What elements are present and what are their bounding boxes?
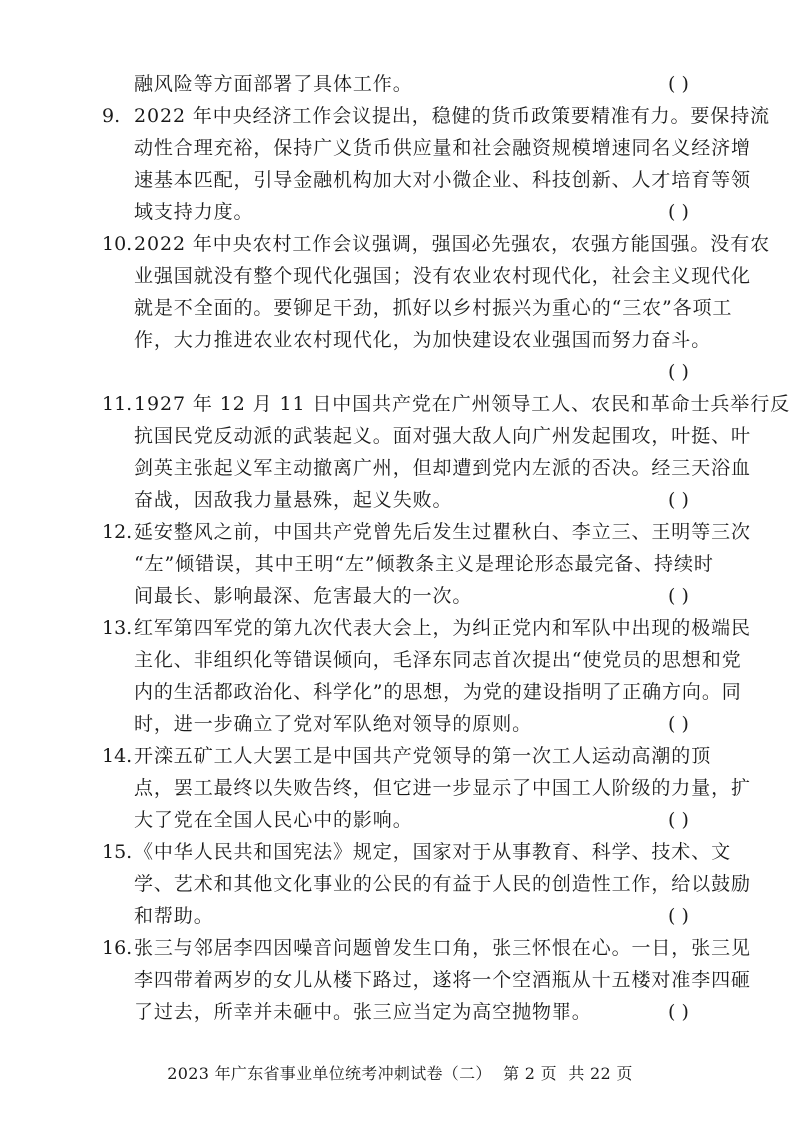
q16-line-3: 了过去，所幸并未砸中。张三应当定为高空抛物罪。 bbox=[134, 1001, 592, 1023]
q11-line-2: 抗国民党反动派的武装起义。面对强大敌人向广州发起围攻，叶挺、叶 bbox=[134, 425, 751, 447]
footer-exam-title: 2023 年广东省事业单位统考冲刺试卷（二） bbox=[167, 1064, 492, 1083]
q16-line-1: 张三与邻居李四因噪音问题曾发生口角，张三怀恨在心。一日，张三见 bbox=[134, 937, 751, 959]
q9-line-1: 2022 年中央经济工作会议提出，稳健的货币政策要精准有力。要保持流 bbox=[134, 105, 770, 127]
q16-line-2: 李四带着两岁的女儿从楼下路过，遂将一个空酒瓶从十五楼对准李四砸 bbox=[134, 969, 751, 991]
q9-number: 9. bbox=[102, 105, 121, 127]
q12-line-2: “左”倾错误，其中王明“左”倾教条主义是理论形态最完备、持续时 bbox=[134, 553, 714, 575]
q15-line-1: 《中华人民共和国宪法》规定，国家对于从事教育、科学、技术、文 bbox=[134, 841, 732, 863]
q13-line-1: 红军第四军党的第九次代表大会上，为纠正党内和军队中出现的极端民 bbox=[134, 617, 751, 639]
q8-line-1: 融风险等方面部署了具体工作。 bbox=[134, 73, 413, 95]
q9-line-3: 速基本匹配，引导金融机构加大对小微企业、科技创新、人才培育等领 bbox=[134, 169, 751, 191]
q10-line-4: 作，大力推进农业农村现代化，为加快建设农业强国而努力奋斗。 bbox=[134, 329, 712, 351]
q14-answer-blank: ( ) bbox=[668, 809, 689, 831]
q11-number: 11. bbox=[102, 393, 133, 415]
footer-total-pages: 共 22 页 bbox=[568, 1064, 633, 1083]
footer-page-number: 第 2 页 bbox=[503, 1064, 557, 1083]
q9-line-2: 动性合理充裕，保持广义货币供应量和社会融资规模增速同名义经济增 bbox=[134, 137, 751, 159]
q14-line-3: 大了党在全国人民心中的影响。 bbox=[134, 809, 413, 831]
q10-line-3: 就是不全面的。要铆足干劲，抓好以乡村振兴为重心的“三农”各项工 bbox=[134, 297, 733, 319]
q11-line-4: 奋战，因敌我力量悬殊，起义失败。 bbox=[134, 489, 453, 511]
q10-line-2: 业强国就没有整个现代化强国；没有农业农村现代化，社会主义现代化 bbox=[134, 265, 751, 287]
q15-line-3: 和帮助。 bbox=[134, 905, 214, 927]
page-footer bbox=[0, 1063, 800, 1085]
q9-answer-blank: ( ) bbox=[668, 201, 689, 223]
q16-number: 16. bbox=[102, 937, 133, 959]
q14-number: 14. bbox=[102, 745, 133, 767]
q11-answer-blank: ( ) bbox=[668, 489, 689, 511]
q11-line-3: 剑英主张起义军主动撤离广州，但却遭到党内左派的否决。经三天浴血 bbox=[134, 457, 751, 479]
q15-answer-blank: ( ) bbox=[668, 905, 689, 927]
q12-answer-blank: ( ) bbox=[668, 585, 689, 607]
q9-line-4: 域支持力度。 bbox=[134, 201, 254, 223]
q13-answer-blank: ( ) bbox=[668, 713, 689, 735]
q12-line-3: 间最长、影响最深、危害最大的一次。 bbox=[134, 585, 473, 607]
q12-line-1: 延安整风之前，中国共产党曾先后发生过瞿秋白、李立三、王明等三次 bbox=[134, 521, 751, 543]
q8-answer-blank: ( ) bbox=[668, 73, 689, 95]
q14-line-1: 开滦五矿工人大罢工是中国共产党领导的第一次工人运动高潮的顶 bbox=[134, 745, 712, 767]
q10-answer-blank: ( ) bbox=[668, 361, 689, 383]
q10-line-1: 2022 年中央农村工作会议强调，强国必先强农，农强方能国强。没有农 bbox=[134, 233, 770, 255]
q13-line-4: 时，进一步确立了党对军队绝对领导的原则。 bbox=[134, 713, 533, 735]
q10-number: 10. bbox=[102, 233, 133, 255]
q13-number: 13. bbox=[102, 617, 133, 639]
q13-line-2: 主化、非组织化等错误倾向，毛泽东同志首次提出“使党员的思想和党 bbox=[134, 649, 742, 671]
q15-number: 15. bbox=[102, 841, 133, 863]
q16-answer-blank: ( ) bbox=[668, 1001, 689, 1023]
q14-line-2: 点，罢工最终以失败告终，但它进一步显示了中国工人阶级的力量，扩 bbox=[134, 777, 751, 799]
q11-line-1: 1927 年 12 月 11 日中国共产党在广州领导工人、农民和革命士兵举行反 bbox=[134, 393, 791, 415]
q12-number: 12. bbox=[102, 521, 133, 543]
q15-line-2: 学、艺术和其他文化事业的公民的有益于人民的创造性工作，给以鼓励 bbox=[134, 873, 751, 895]
q13-line-3: 内的生活都政治化、科学化”的思想，为党的建设指明了正确方向。同 bbox=[134, 681, 742, 703]
